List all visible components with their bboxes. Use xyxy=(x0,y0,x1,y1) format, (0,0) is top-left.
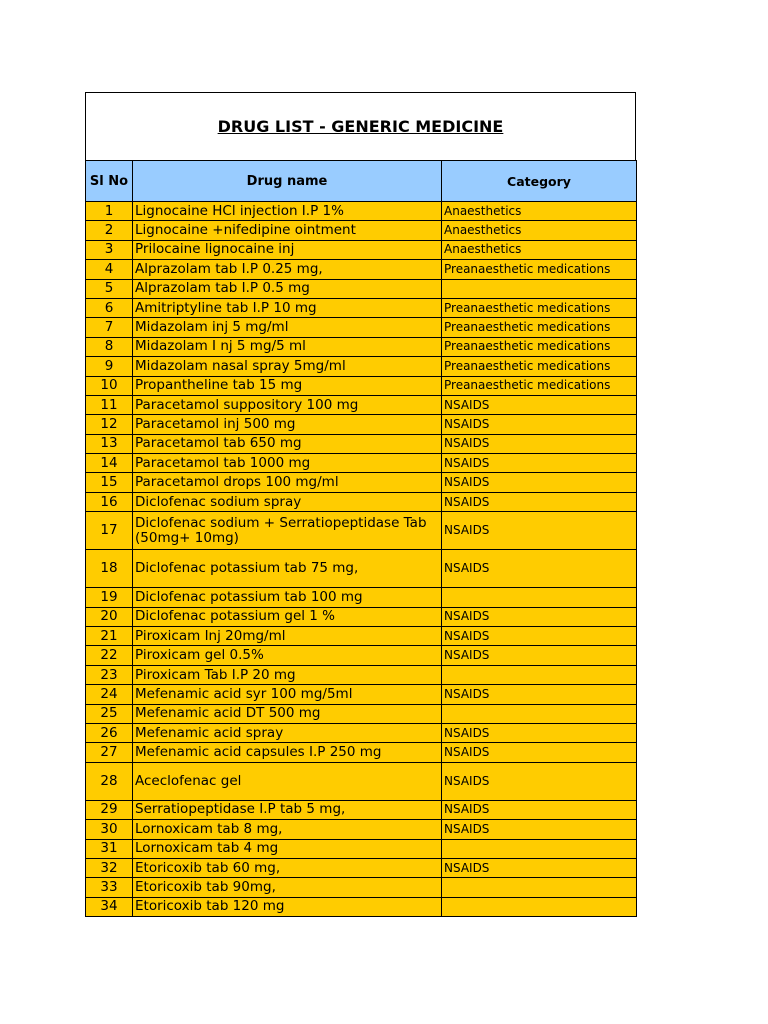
category-cell: NSAIDS xyxy=(442,858,637,877)
category-cell: Preanaesthetic medications xyxy=(442,376,637,395)
drug-name-cell: Propantheline tab 15 mg xyxy=(133,376,442,395)
sl-no-cell: 13 xyxy=(86,434,133,453)
sl-no-cell: 5 xyxy=(86,279,133,298)
drug-name-cell: Serratiopeptidase I.P tab 5 mg, xyxy=(133,800,442,819)
table-row xyxy=(86,646,637,665)
sl-no-cell: 32 xyxy=(86,858,133,877)
table-row xyxy=(86,221,637,240)
drug-name-cell: Diclofenac sodium spray xyxy=(133,492,442,511)
category-cell: Preanaesthetic medications xyxy=(442,298,637,317)
table-row xyxy=(86,337,637,356)
sl-no-cell: 15 xyxy=(86,473,133,492)
table-row xyxy=(86,550,637,588)
category-cell xyxy=(442,588,637,607)
category-cell: Anaesthetics xyxy=(442,202,637,221)
table-row xyxy=(86,318,637,337)
drug-name-cell: Etoricoxib tab 120 mg xyxy=(133,897,442,916)
category-cell: NSAIDS xyxy=(442,743,637,762)
drug-name-cell: Paracetamol inj 500 mg xyxy=(133,415,442,434)
drug-name-cell: Diclofenac potassium tab 75 mg, xyxy=(133,550,442,588)
drug-name-cell: Piroxicam Inj 20mg/ml xyxy=(133,627,442,646)
drug-name-cell: Etoricoxib tab 90mg, xyxy=(133,878,442,897)
drug-name-cell: Lignocaine HCl injection I.P 1% xyxy=(133,202,442,221)
sl-no-cell: 10 xyxy=(86,376,133,395)
category-cell: Anaesthetics xyxy=(442,240,637,259)
table-row xyxy=(86,376,637,395)
drug-name-cell: Diclofenac potassium tab 100 mg xyxy=(133,588,442,607)
category-cell xyxy=(442,878,637,897)
category-cell xyxy=(442,279,637,298)
drug-name-cell: Diclofenac potassium gel 1 % xyxy=(133,607,442,626)
drug-name-cell: Prilocaine lignocaine inj xyxy=(133,240,442,259)
category-cell: NSAIDS xyxy=(442,434,637,453)
sl-no-cell: 22 xyxy=(86,646,133,665)
drug-name-cell: Midazolam I nj 5 mg/5 ml xyxy=(133,337,442,356)
category-cell: Preanaesthetic medications xyxy=(442,357,637,376)
category-cell: NSAIDS xyxy=(442,723,637,742)
table-row xyxy=(86,704,637,723)
drug-name-cell: Lornoxicam tab 4 mg xyxy=(133,839,442,858)
drug-name-cell: Paracetamol suppository 100 mg xyxy=(133,395,442,414)
table-row xyxy=(86,665,637,684)
table-row xyxy=(86,627,637,646)
drug-name-cell: Aceclofenac gel xyxy=(133,762,442,800)
column-header-drug-name: Drug name xyxy=(133,161,442,202)
table-row xyxy=(86,762,637,800)
drug-name-cell: Amitriptyline tab I.P 10 mg xyxy=(133,298,442,317)
sl-no-cell: 17 xyxy=(86,512,133,550)
sl-no-cell: 16 xyxy=(86,492,133,511)
category-cell: NSAIDS xyxy=(442,550,637,588)
drug-name-cell: Mefenamic acid syr 100 mg/5ml xyxy=(133,685,442,704)
table-row xyxy=(86,279,637,298)
table-row xyxy=(86,723,637,742)
sl-no-cell: 4 xyxy=(86,260,133,279)
category-cell: Preanaesthetic medications xyxy=(442,318,637,337)
drug-name-cell: Mefenamic acid DT 500 mg xyxy=(133,704,442,723)
category-cell xyxy=(442,897,637,916)
category-cell: NSAIDS xyxy=(442,395,637,414)
category-cell: NSAIDS xyxy=(442,800,637,819)
sl-no-cell: 30 xyxy=(86,820,133,839)
sl-no-cell: 23 xyxy=(86,665,133,684)
drug-table xyxy=(85,160,637,917)
sl-no-cell: 27 xyxy=(86,743,133,762)
drug-name-cell: Midazolam nasal spray 5mg/ml xyxy=(133,357,442,376)
table-row xyxy=(86,839,637,858)
sl-no-cell: 3 xyxy=(86,240,133,259)
table-row xyxy=(86,743,637,762)
category-cell: NSAIDS xyxy=(442,685,637,704)
category-cell: NSAIDS xyxy=(442,454,637,473)
sl-no-cell: 33 xyxy=(86,878,133,897)
sl-no-cell: 24 xyxy=(86,685,133,704)
table-row xyxy=(86,357,637,376)
category-cell: Preanaesthetic medications xyxy=(442,260,637,279)
sl-no-cell: 18 xyxy=(86,550,133,588)
category-cell: NSAIDS xyxy=(442,762,637,800)
category-cell: Anaesthetics xyxy=(442,221,637,240)
sl-no-cell: 34 xyxy=(86,897,133,916)
table-header-row xyxy=(86,161,637,202)
drug-name-cell: Lignocaine +nifedipine ointment xyxy=(133,221,442,240)
table-row xyxy=(86,897,637,916)
sl-no-cell: 21 xyxy=(86,627,133,646)
category-cell: NSAIDS xyxy=(442,607,637,626)
table-row xyxy=(86,298,637,317)
drug-name-cell: Lornoxicam tab 8 mg, xyxy=(133,820,442,839)
sl-no-cell: 31 xyxy=(86,839,133,858)
category-cell: NSAIDS xyxy=(442,473,637,492)
category-cell: NSAIDS xyxy=(442,646,637,665)
drug-name-cell: Mefenamic acid spray xyxy=(133,723,442,742)
title-box xyxy=(85,92,636,160)
sl-no-cell: 20 xyxy=(86,607,133,626)
table-row xyxy=(86,878,637,897)
drug-name-cell: Piroxicam Tab I.P 20 mg xyxy=(133,665,442,684)
category-cell: Preanaesthetic medications xyxy=(442,337,637,356)
table-row xyxy=(86,454,637,473)
page-title: DRUG LIST - GENERIC MEDICINE xyxy=(217,117,504,136)
table-row xyxy=(86,395,637,414)
drug-name-cell: Diclofenac sodium + Serratiopeptidase Tab (50mg+ 10mg) xyxy=(133,512,442,550)
sl-no-cell: 29 xyxy=(86,800,133,819)
table-row xyxy=(86,415,637,434)
drug-name-cell: Alprazolam tab I.P 0.25 mg, xyxy=(133,260,442,279)
table-row xyxy=(86,473,637,492)
category-cell xyxy=(442,839,637,858)
category-cell xyxy=(442,665,637,684)
sl-no-cell: 8 xyxy=(86,337,133,356)
table-row xyxy=(86,492,637,511)
category-cell: NSAIDS xyxy=(442,512,637,550)
sl-no-cell: 7 xyxy=(86,318,133,337)
drug-name-cell: Etoricoxib tab 60 mg, xyxy=(133,858,442,877)
drug-name-cell: Midazolam inj 5 mg/ml xyxy=(133,318,442,337)
table-row xyxy=(86,685,637,704)
drug-name-cell: Piroxicam gel 0.5% xyxy=(133,646,442,665)
column-header-sl-no: Sl No xyxy=(86,161,133,202)
table-row xyxy=(86,588,637,607)
sl-no-cell: 11 xyxy=(86,395,133,414)
sl-no-cell: 2 xyxy=(86,221,133,240)
table-row xyxy=(86,434,637,453)
category-cell: NSAIDS xyxy=(442,415,637,434)
category-cell: NSAIDS xyxy=(442,627,637,646)
table-row xyxy=(86,240,637,259)
sl-no-cell: 14 xyxy=(86,454,133,473)
drug-name-cell: Paracetamol drops 100 mg/ml xyxy=(133,473,442,492)
sl-no-cell: 12 xyxy=(86,415,133,434)
table-row xyxy=(86,820,637,839)
sl-no-cell: 1 xyxy=(86,202,133,221)
category-cell xyxy=(442,704,637,723)
sl-no-cell: 6 xyxy=(86,298,133,317)
table-row xyxy=(86,512,637,550)
sl-no-cell: 28 xyxy=(86,762,133,800)
table-row xyxy=(86,607,637,626)
column-header-category: Category xyxy=(442,161,637,202)
table-row xyxy=(86,858,637,877)
table-row xyxy=(86,800,637,819)
drug-name-cell: Paracetamol tab 1000 mg xyxy=(133,454,442,473)
category-cell: NSAIDS xyxy=(442,492,637,511)
table-row xyxy=(86,202,637,221)
category-cell: NSAIDS xyxy=(442,820,637,839)
sl-no-cell: 9 xyxy=(86,357,133,376)
drug-name-cell: Mefenamic acid capsules I.P 250 mg xyxy=(133,743,442,762)
drug-name-cell: Alprazolam tab I.P 0.5 mg xyxy=(133,279,442,298)
sl-no-cell: 19 xyxy=(86,588,133,607)
table-body xyxy=(86,202,637,917)
drug-list-sheet xyxy=(85,92,636,917)
sl-no-cell: 25 xyxy=(86,704,133,723)
table-row xyxy=(86,260,637,279)
sl-no-cell: 26 xyxy=(86,723,133,742)
drug-name-cell: Paracetamol tab 650 mg xyxy=(133,434,442,453)
